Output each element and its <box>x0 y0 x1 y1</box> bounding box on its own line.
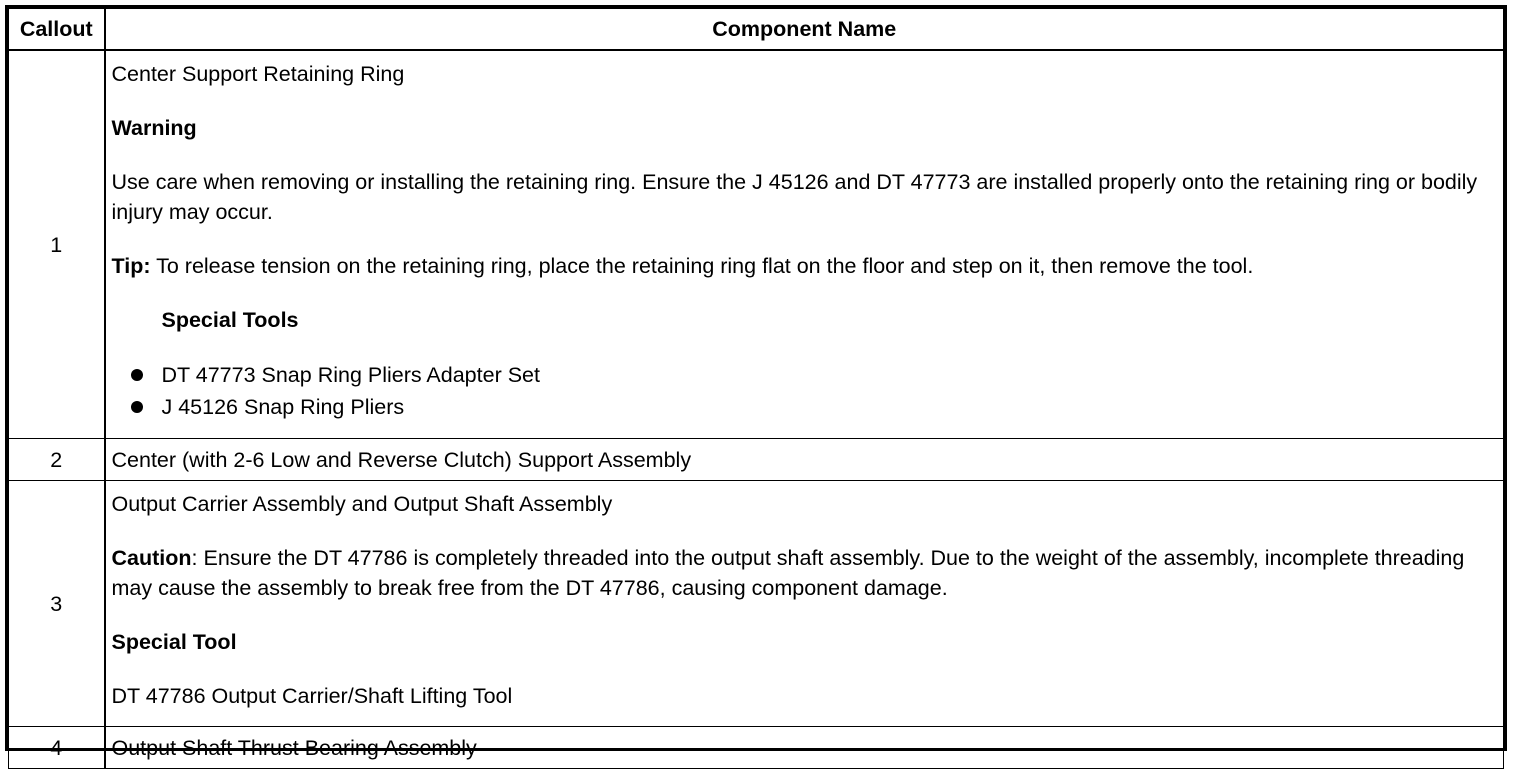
table-header-row <box>9 9 1504 51</box>
table-row <box>9 50 1504 439</box>
caution-paragraph <box>112 543 1496 603</box>
special-tool-title: Special Tool <box>111 630 237 654</box>
tool-label: J 45126 Snap Ring Pliers <box>161 395 405 419</box>
bullet-icon <box>131 369 143 381</box>
list-item <box>112 391 1496 423</box>
table-row <box>9 439 1504 481</box>
special-tool-text: DT 47786 Output Carrier/Shaft Lifting Tool <box>111 684 513 708</box>
caution-label: Caution <box>111 546 192 570</box>
caution-text: : Ensure the DT 47786 is completely threaded into the output shaft assembly. Due to the weight of the assembly, incomplete threading may cause the assembly to break free from the DT 47786, causing component damage. <box>111 546 1465 600</box>
special-tools-list <box>112 359 1496 423</box>
component-cell <box>105 481 1504 727</box>
warning-title: Warning <box>111 116 197 140</box>
component-cell <box>105 50 1504 439</box>
table-row <box>9 481 1504 727</box>
bullet-icon <box>131 401 143 413</box>
tool-label: DT 47773 Snap Ring Pliers Adapter Set <box>161 363 540 387</box>
component-table-frame <box>5 5 1507 760</box>
list-item <box>112 359 1496 391</box>
callout-cell: 3 <box>9 481 105 727</box>
tip-text: To release tension on the retaining ring, place the retaining ring flat on the floor and step on it, then remove the tool. <box>150 254 1254 278</box>
tip-paragraph <box>112 251 1496 281</box>
component-name: Center Support Retaining Ring <box>111 62 405 86</box>
header-callout: Callout <box>9 9 105 51</box>
component-table <box>8 8 1504 769</box>
special-tools-title: Special Tools <box>161 308 299 332</box>
table-row <box>9 727 1504 769</box>
component-cell: Output Shaft Thrust Bearing Assembly <box>105 727 1504 769</box>
header-component-name: Component Name <box>105 9 1504 51</box>
callout-cell: 2 <box>9 439 105 481</box>
callout-cell: 4 <box>9 727 105 769</box>
callout-cell: 1 <box>9 50 105 439</box>
component-cell: Center (with 2-6 Low and Reverse Clutch) Support Assembly <box>105 439 1504 481</box>
warning-text: Use care when removing or installing the retaining ring. Ensure the J 45126 and DT 47773 are installed properly onto the retaining ring or bodily injury may occur. <box>111 170 1478 224</box>
tip-label: Tip: <box>111 254 151 278</box>
component-name: Output Carrier Assembly and Output Shaft Assembly <box>111 492 613 516</box>
